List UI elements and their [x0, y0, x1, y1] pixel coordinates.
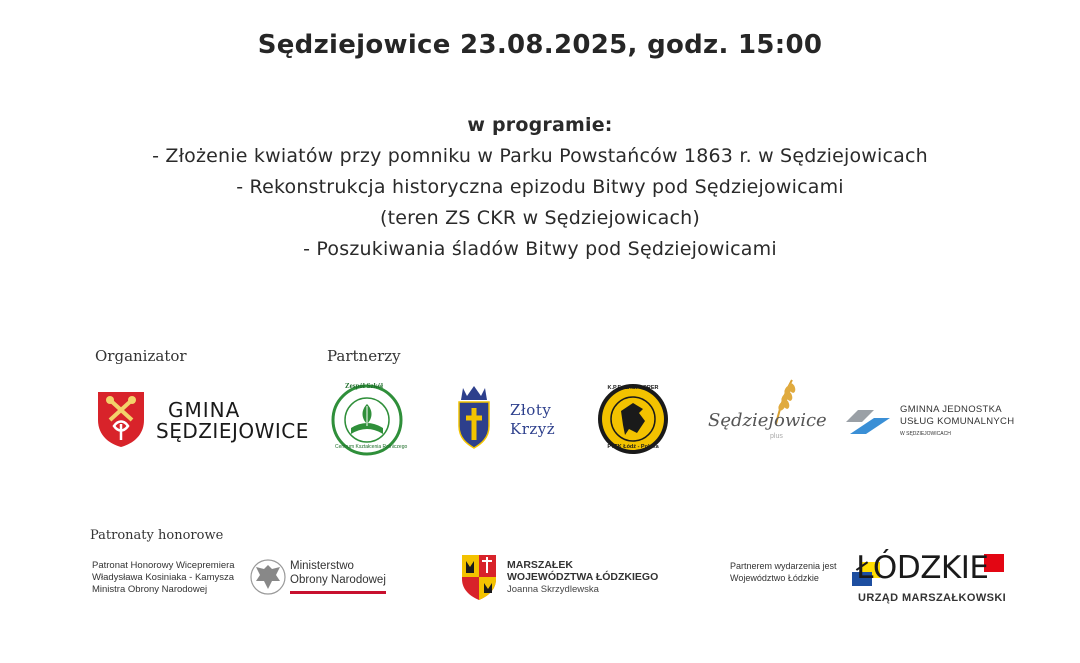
gjuk-arrow-icon [846, 406, 892, 438]
zs-ckr-logo [331, 382, 408, 456]
zs-ckr-top-text: Zespół Szkół [345, 382, 383, 390]
mon-logo [250, 557, 390, 599]
zs-ckr-ring-text: Centrum Kształcenia Rolniczego [335, 444, 408, 450]
region-partner-text [730, 560, 837, 584]
marshal-logo [460, 553, 660, 603]
kpe-eksplorer-logo [597, 383, 669, 455]
lodzkie-logo [852, 548, 1012, 610]
lodzkie-sub: URZĄD MARSZAŁKOWSKI [858, 592, 1007, 604]
gjuk-line2: USŁUG KOMUNALNYCH [900, 416, 1015, 427]
white-eagle-icon [250, 557, 286, 597]
eksplorer-top-text: K.P.E. EKSPLORER [607, 385, 659, 391]
minister-text-line: Ministra Obrony Narodowej [92, 584, 208, 595]
sedziejowice-script-text: Sędziejowice [708, 410, 827, 431]
zloty-krzyz-line1: Złoty [510, 401, 552, 419]
gjuk-logo [846, 402, 1016, 446]
zloty-krzyz-crest-icon [455, 384, 493, 450]
minister-text-line: Patronat Honorowy Wicepremiera [92, 560, 235, 571]
region-text-line: Województwo Łódzkie [730, 573, 819, 583]
zloty-krzyz-line2: Krzyż [510, 420, 556, 438]
zloty-krzyz-logo [455, 384, 575, 450]
gjuk-line1: GMINNA JEDNOSTKA [900, 404, 1002, 415]
patronage-label: Patronaty honorowe [90, 528, 224, 543]
gjuk-line3: W SĘDZIEJOWICACH [900, 431, 951, 437]
lodzkie-coat-of-arms-icon [460, 553, 498, 601]
program-item: (teren ZS CKR w Sędziejowicach) [379, 207, 701, 229]
sedziejowice-plus-logo [708, 378, 827, 450]
program-item: - Złożenie kwiatów przy pomniku w Parku Powstańców 1863 r. w Sędziejowicach [152, 145, 928, 167]
eksplorer-bottom-text: PTTK Łódź - Polska [607, 444, 659, 450]
gmina-sedziejowice-logo [96, 390, 309, 450]
mon-logo-line2: Obrony Narodowej [290, 574, 386, 586]
gmina-coat-of-arms-icon [96, 390, 146, 448]
marshal-line3: Joanna Skrzydlewska [507, 584, 599, 595]
gmina-logo-line2: SĘDZIEJOWICE [156, 419, 309, 443]
event-date-headline: Sędziejowice 23.08.2025, godz. 15:00 [257, 30, 823, 60]
gmina-logo-line1: GMINA [168, 398, 241, 422]
program-item: - Rekonstrukcja historyczna epizodu Bitwy pod Sędziejowicami [236, 176, 844, 198]
program-item: - Poszukiwania śladów Bitwy pod Sędziejowicami [303, 238, 777, 260]
program-section [0, 110, 1080, 265]
marshal-line1: MARSZAŁEK [507, 559, 573, 571]
minister-text-line: Władysława Kosiniaka - Kamysza [92, 572, 235, 583]
lodzkie-wordmark: ŁÓDZKIE [856, 550, 989, 586]
organizer-label: Organizator [95, 347, 187, 365]
minister-patronage-text [92, 560, 235, 596]
sedziejowice-sub-text: plus [770, 433, 783, 440]
mon-logo-line1: Ministerstwo [290, 560, 354, 572]
program-heading: w programie: [467, 114, 613, 136]
marshal-line2: WOJEWÓDZTWA ŁÓDZKIEGO [507, 571, 659, 583]
partners-label: Partnerzy [327, 347, 401, 365]
mon-red-rule [290, 591, 386, 594]
region-text-line: Partnerem wydarzenia jest [730, 561, 837, 571]
